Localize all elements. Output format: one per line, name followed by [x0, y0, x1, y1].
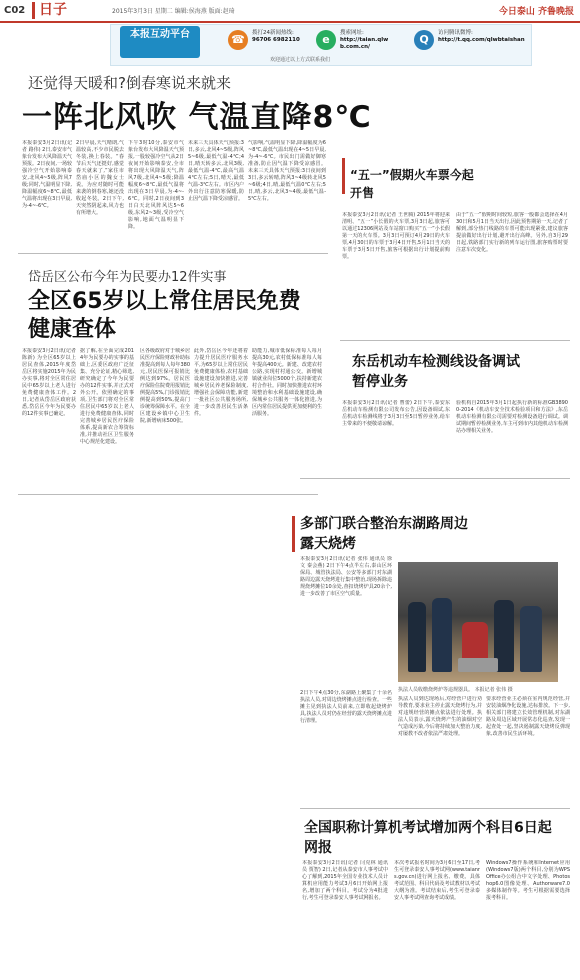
station-title: 东岳机动车检测线设备调试暂停业务 [352, 354, 520, 390]
divider [18, 494, 318, 495]
lead-col-2: 2日早晨,天气晴朗,气温较高,不少市民脱去冬装,换上春装。“春节后天气还挺好,感觉春天就来了,”家住市岱庙小区的魏女士说。为应对随时可能来袭的倒春寒,她还没收起冬装。2日下午,天突然阴起来,风力也有所增大。 [76, 140, 124, 216]
lead-col-3: 下午3时10分,泰安市气象台发布大风降温天气预报,一股较强冷空气从2日夜间开始影响泰安,全市将出现大风降温天气,阵风7级,北风4~5级;降温幅度6~8℃,最低气温将出现在3日早晨,为-4~-6℃。同时,2日夜间到3日白天北风阵风达5~6级,东风2~3级,受冷空气影响,地面气温明显下降。 [128, 140, 184, 230]
station-col-1: 本报泰安3月2日讯(记者 曹蕾) 2日下午,泰安东岳机动车检测有限公司发布公告,因设备调试,东岳机动车检测线将于3月3日至5日暂停业务,给车主带来的不便敬请谅解。 [342, 400, 450, 427]
page-number: C02 [4, 5, 26, 16]
ad-hotline: 拨打24新闻热线: 96706 6982110 [252, 30, 300, 43]
burn-col-1: 本报泰安3月2日讯(记者 张伟 通讯员 徐文 秦会燕) 2日下午4点半左右,泰山区环保局、城管执法局、公安等多部门对东湖路周边露天烧烤进行集中整治,现场拆除违规烧烤摊位10余处,查扣烧烤炉具20余个,进一步改善了市区空气质量。 [300, 556, 392, 597]
person-figure [520, 606, 542, 672]
paper-name: 今日泰山 齐鲁晚报 [498, 7, 574, 17]
exam-title: 全国职称计算机考试增加两个科目6日起网报 [304, 820, 552, 856]
ad-website: 搜索网址: http://taian.qlw b.com.cn/ [340, 30, 389, 50]
enforcement-photo [398, 562, 558, 682]
lead-title: 一阵北风吹 气温直降8℃ [22, 100, 372, 135]
grill [458, 658, 498, 672]
divider [300, 478, 570, 479]
ad-badge: 本报互动平台 [120, 26, 200, 58]
lead-col-4: 未来三天具体天气预报:3日,多云,北风4~5级,阵风5~6级,最低气温-4℃;4日,晴天转多云,北风3级,最低气温-4℃,最高气温4℃左右;5日,晴天,最低气温-3℃左右。市区内户外出行注意防寒保暖,防止因气温下降受凉感冒。 [188, 140, 244, 202]
ad-footer: 欢迎通过以上方式联系我们 [270, 57, 331, 63]
health-kicker: 岱岳区公布今年为民要办12件实事 [28, 270, 227, 285]
exam-col-1: 本报泰安3月2日讯(记者 闫克林 通讯员 贾智) 2日,记者从泰安市人事考试中心了解到,2015年全国专业技术人员计算机应用能力考试3月6日开始网上报名,增加了两个科目。考试分为4批进行,考生可登录泰安人事考试网报名。 [302, 860, 388, 901]
burn-col-4: 要求经营业主必须在室内规范经营,并安装油烟净化设施,达标排放。下一步,相关部门将建立长效管理机制,对东湖路及周边区域开展常态化巡查,发现一起查处一起,坚决遏制露天烧烤反弹现象,改善市民生活环境。 [486, 696, 570, 737]
divider [18, 253, 328, 254]
divider [340, 340, 570, 341]
accent-bar [342, 158, 345, 194]
ad-weibo: 访问腾讯微博: http://t.qq.com/qlwbtaishan [438, 30, 525, 43]
photo-caption: 执法人员收缴烧烤炉等违规器具。 本报记者 张伟 摄 [398, 687, 513, 693]
burn-col-3: 执法人员到达现场后,对经营户进行劝导教育,要求业主停止露天烧烤行为,并对违规经营的摊点依法进行处理。执法人员表示,露天烧烤产生的油烟对空气造成污染,今后将持续加大整治力度,对屡教不改者依法严肃处理。 [398, 696, 482, 737]
lead-col-1: 本报泰安3月2日讯(记者 路伟) 2日,泰安市气象台发布大风降温天气预报。2日夜间,一场较强冷空气开始影响泰安,北风4~5级,阵风7级;同时,气温明显下降,降温幅度6~8℃,最低气温将出现在3日早晨,为-4~-6℃。 [22, 140, 72, 209]
health-col-4: 此外,岱岳区今年还将着力提升居民医疗服务水平,为65岁以上常住居民免费健康体检,农村基础设施建设加快推进,完善城乡居民养老保险制度,增强社会保障功能,新建一批社区公共服务场所,进一步改善居民生活条件。 [194, 348, 248, 417]
page-header [0, 0, 580, 22]
health-col-1: 本报泰安3月2日讯(记者 陈新) 为全区65岁以上居民查体,2015年度岱岳区将实施2015年为民办实事,将对全区常住居民中65岁以上老人进行免费健康查体工作。2日,记者从岱岳区政府获悉,岱岳区今年为民要办的12件实事已确定。 [22, 348, 76, 417]
burn-col-2: 2日下午4点30分,东湖路上聚集了十余名执法人员,对周边烧烤摊点进行检查。一些摊主见到执法人员前来,立即收起烧烤炉具,执法人员对仍在经营的露天烧烤摊点进行清理。 [300, 690, 392, 724]
health-title: 全区65岁以上常住居民免费健康查体 [28, 289, 301, 342]
lead-kicker: 还觉得天暖和?倒春寒说来就来 [28, 74, 231, 92]
burn-title: 多部门联合整治东湖路周边露天烧烤 [300, 516, 468, 552]
health-col-2: 据了解,在全面完成2014年为民要办的实事的基础上,区委区政府广泛征集、充分论证,精心筛选,研究确定了今年为民要办的12件实事,并正式对外公开。依照确定的事项,卫生部门将对全区常住居民中65岁以上老人进行免费健康查体,同时完善城乡居民医疗保险体系,提高新农合筹资标准,并推动社区卫生服务中心规范化建设。 [80, 348, 134, 445]
accent-bar [292, 516, 295, 552]
web-icon: e [316, 30, 336, 50]
weibo-icon: Q [414, 30, 434, 50]
exam-col-3: Windows7操作系统和Internet应用(Windows7版)两个科目,分别为WPS Office办公组合中文字处理、Photoshop6.0图像处理、Authorware7.0多媒体制作等。考生可根据需要选择报考科目。 [486, 860, 570, 901]
lead-col-5: 气影响,气温明显下降,降温幅度为6~8℃,最低气温出现在4~5日早晨,为-4~-6℃。市民出门需做好御寒准备,防止因气温下降受凉感冒。 未来三天具体天气预报:3日夜间到3日,多云转晴,阵风3~4级转北风5~6级;4日,晴,最低气温0℃左右;5日,晴,多云,北风3~4级,最低气温-5℃左右。 [248, 140, 326, 202]
phone-icon: ☎ [228, 30, 248, 50]
train-col-2: 由于“五一”假期时间较短,旅客一般都会选择在4月30日和5月1日当天出行,因此预售期第一天,记者了解到,部分热门线路的车票可能出现紧张,建议旅客提前做好出行计划,避开出行高峰。另外,自3月29日起,铁路部门实行新的列车运行图,旅客购票时要注意车次变化。 [456, 212, 568, 253]
person-figure [462, 622, 488, 662]
date-info: 2015年3月3日 星期二 编辑:侯海燕 版面:赵琦 [112, 8, 235, 15]
train-title: “五一”假期火车票今起开售 [350, 168, 474, 200]
person-figure [432, 598, 452, 672]
exam-col-2: 本次考试报名时间为3月6日至17日,考生可登录泰安人事考试网(www.taianrs.gov.cn)进行网上报名、缴费。具体考试范围、科目代码及考试教材以考试大纲为准。考试结束后,考生可登录泰安人事考试网查询考试成绩。 [394, 860, 480, 901]
station-col-2: 验机构自2015年3月1日起执行新的标准GB38900-2014《机动车安全技术检验项目和方法》,东岳机动车检测有限公司需要对检测设备进行调试。调试期间暂停检测业务,车主可到市内其他机动车检测站办理相关业务。 [456, 400, 568, 434]
section-name: 日子 [32, 2, 83, 19]
train-col-1: 本报泰安3月2日讯(记者 王世腾) 2015年将迎来清明、“五一”小长假的火车票,3月3日起,旅客可以通过12306网站及车站窗口购买“五一”小长假第一天的火车票。3月3日可预订4月29日的火车票,4月30日的车票于3月4日开售,5月1日当天的车票于3月5日开售,旅客可根据出行计划提前购票。 [342, 212, 450, 260]
divider [300, 808, 570, 809]
header-rule [0, 21, 580, 23]
health-col-3: 区各级政府对于城乡居民医疗保险财政补助标准提高到每人每年380元,居民医保可报销比例达到97%。居民医疗保险住院费用报销比例提高5%,门诊报销比例提高到50%,提高门诊统筹保障水平。在全区建设乡镇中心卫生院,新增病床500张。 [140, 348, 190, 424]
person-figure [408, 602, 426, 672]
health-col-5: 助能力,城市低保标准每人每月提高30元,农村低保标准每人每年提高400元。新建、改建农村公路,实现村村通公交。新增城镇就业岗位5000个,扶持新建农村合作社。同时加快推进农村环境整治和水利基础设施建设,确保城乡公共服务一体化推进,为区内常住居民提供更加便利的生活服务。 [252, 348, 322, 417]
